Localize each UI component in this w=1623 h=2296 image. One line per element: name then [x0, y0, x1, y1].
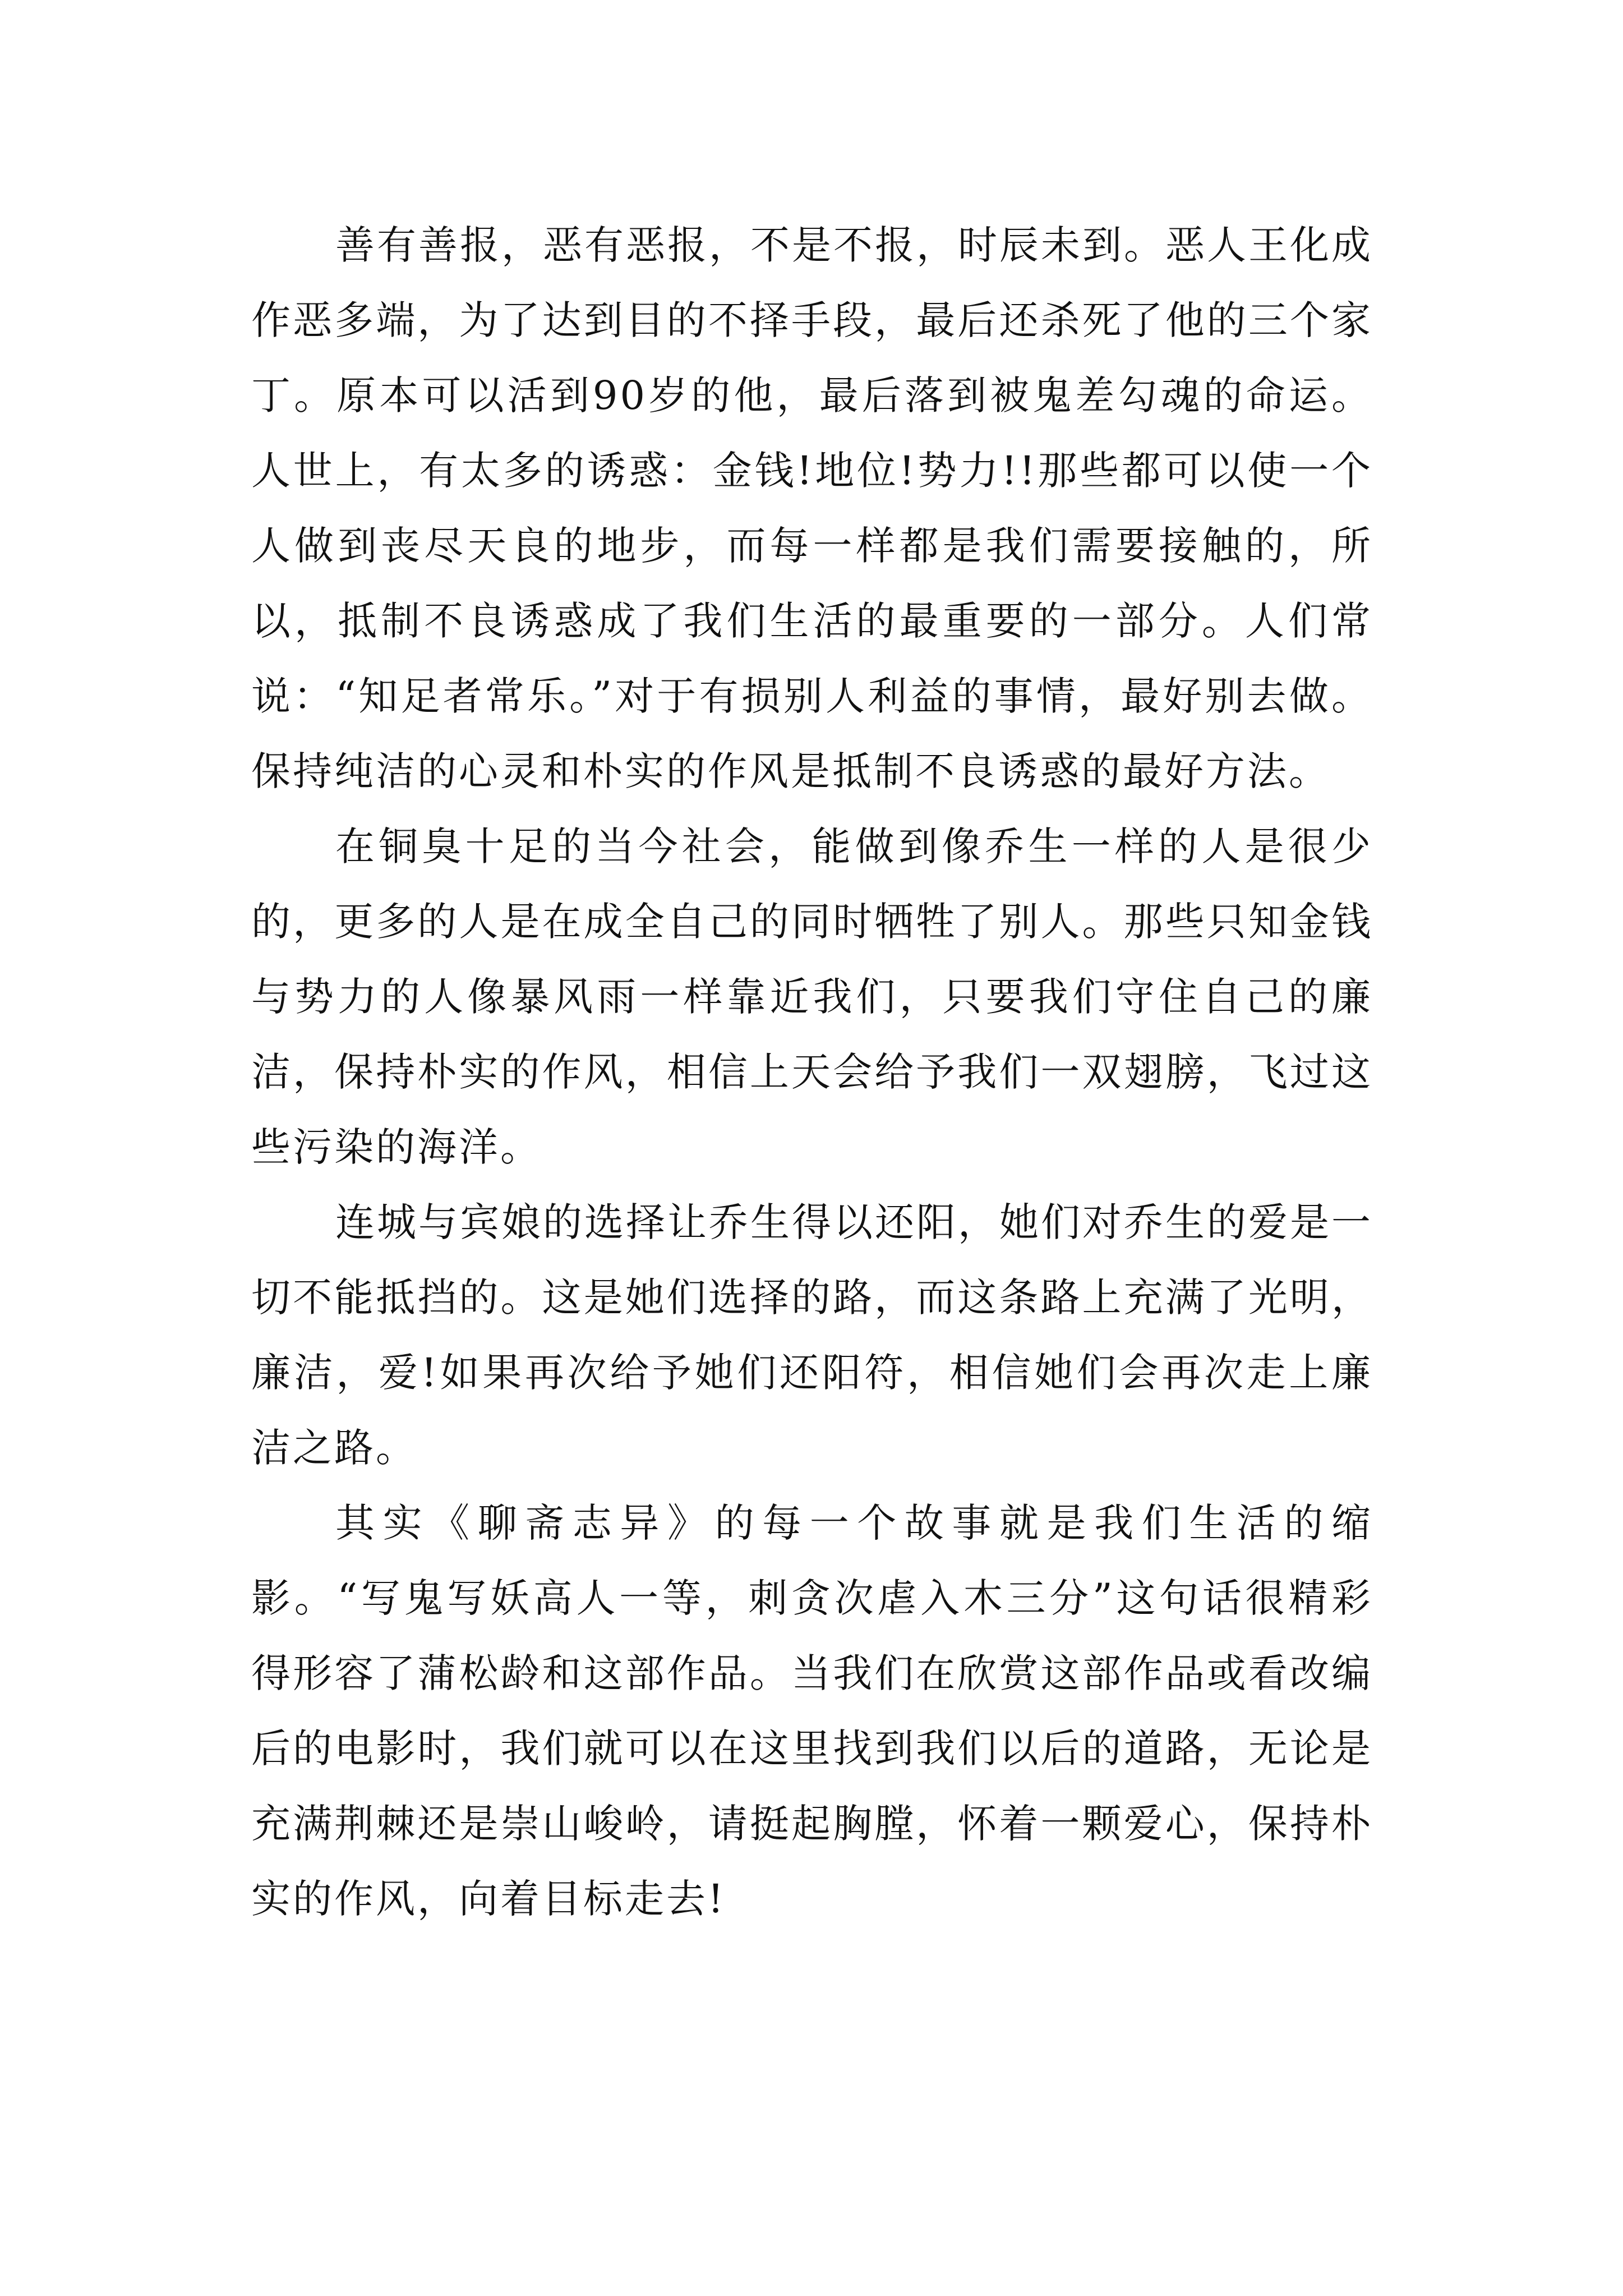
paragraph-1: 善有善报，恶有恶报，不是不报，时辰未到。恶人王化成作恶多端，为了达到目的不择手段，最后还杀死了他的三个家丁。原本可以活到90岁的他，最后落到被鬼差勾魂的命运。人世上，有太多的诱惑：金钱!地位!势力!!那些都可以使一个人做到丧尽天良的地步，而每一样都是我们需要接触的，所以，抵制不良诱惑成了我们生活的最重要的一部分。人们常说：“知足者常乐。”对于有损别人利益的事情，最好别去做。保持纯洁的心灵和朴实的作风是抵制不良诱惑的最好方法。 — [251, 222, 1373, 794]
paragraph-2: 在铜臭十足的当今社会，能做到像乔生一样的人是很少的，更多的人是在成全自己的同时牺牲了别人。那些只知金钱与势力的人像暴风雨一样靠近我们，只要我们守住自己的廉洁，保持朴实的作风，相信上天会给予我们一双翅膀，飞过这些污染的海洋。 — [251, 823, 1373, 1170]
paragraph-3: 连城与宾娘的选择让乔生得以还阳，她们对乔生的爱是一切不能抵挡的。这是她们选择的路，而这条路上充满了光明，廉洁，爱!如果再次给予她们还阳符，相信她们会再次走上廉洁之路。 — [251, 1199, 1373, 1471]
document-body — [251, 208, 1373, 1936]
paragraph-4: 其实《聊斋志异》的每一个故事就是我们生活的缩影。“写鬼写妖高人一等，刺贪次虐入木三分”这句话很精彩得形容了蒲松龄和这部作品。当我们在欣赏这部作品或看改编后的电影时，我们就可以在这里找到我们以后的道路，无论是充满荆棘还是崇山峻岭，请挺起胸膛，怀着一颗爱心，保持朴实的作风，向着目标走去! — [251, 1500, 1373, 1922]
